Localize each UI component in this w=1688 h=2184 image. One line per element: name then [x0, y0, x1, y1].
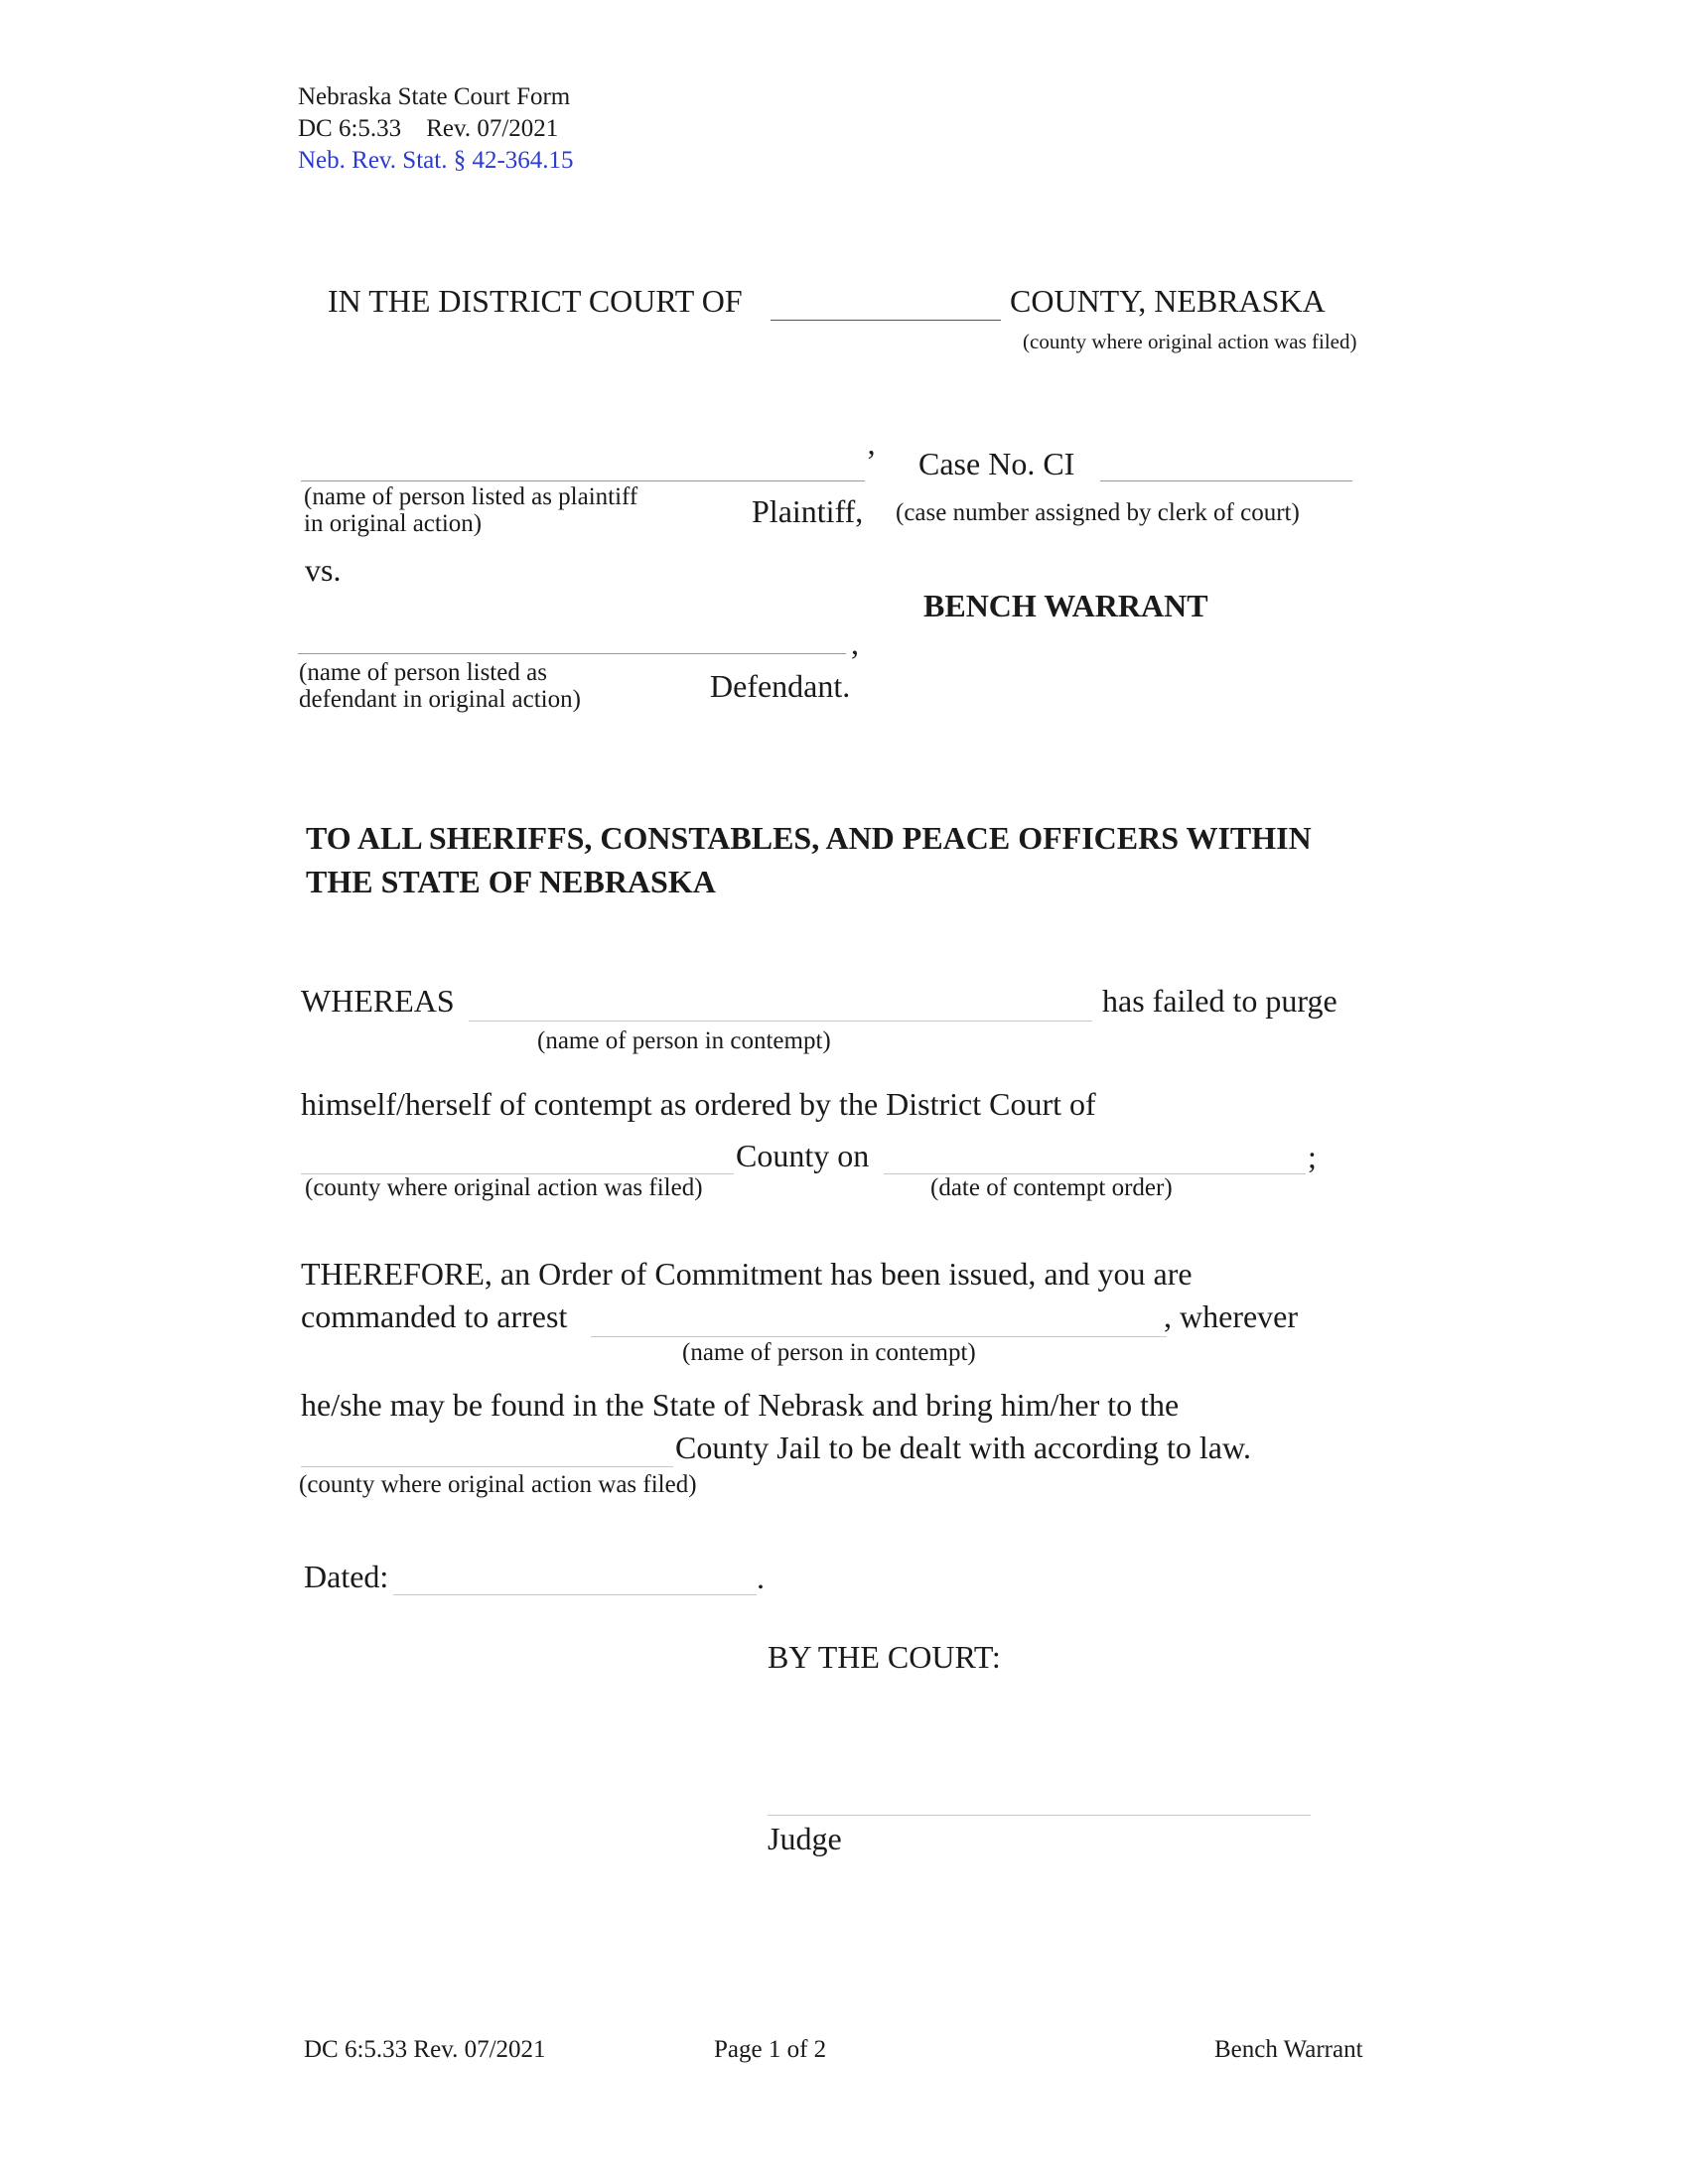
jail-line: County Jail to be dealt with according to law.: [675, 1430, 1252, 1465]
arrest-person-field[interactable]: [591, 1336, 1167, 1337]
contempt-person-hint: (name of person in contempt): [537, 1027, 831, 1054]
contempt-date-hint: (date of contempt order): [930, 1174, 1173, 1201]
semicolon: ;: [1308, 1139, 1317, 1174]
court-suffix: COUNTY, NEBRASKA: [1010, 283, 1326, 319]
plaintiff-name-field[interactable]: [301, 480, 865, 481]
case-number-field[interactable]: [1100, 480, 1352, 481]
defendant-hint: [299, 659, 581, 713]
footer-title: Bench Warrant: [1214, 2036, 1363, 2063]
plaintiff-hint-line-2: in original action): [304, 510, 483, 537]
wherever-text: , wherever: [1164, 1298, 1299, 1334]
defendant-hint-line-2: defendant in original action): [299, 686, 581, 713]
address-block: [306, 816, 1312, 903]
form-number: [298, 113, 558, 145]
judge-label: Judge: [768, 1821, 842, 1856]
commanded-text: commanded to arrest: [301, 1298, 568, 1334]
jail-county-hint: (county where original action was filed): [299, 1471, 697, 1498]
judge-signature-field[interactable]: [768, 1815, 1311, 1816]
address-line-1: TO ALL SHERIFFS, CONSTABLES, AND PEACE OFFICERS WITHIN: [306, 820, 1312, 856]
contempt-county-hint: (county where original action was filed): [305, 1174, 703, 1201]
plaintiff-hint: [304, 483, 637, 537]
by-the-court: BY THE COURT:: [768, 1639, 1001, 1675]
plaintiff-label: Plaintiff,: [752, 493, 864, 529]
case-no-label: Case No. CI: [918, 446, 1075, 481]
plaintiff-comma: ’: [866, 443, 877, 478]
defendant-name-field[interactable]: [298, 653, 846, 654]
statute-link[interactable]: Neb. Rev. Stat. § 42-364.15: [298, 147, 574, 174]
himself-line: himself/herself of contempt as ordered by the District Court of: [301, 1086, 1096, 1122]
court-county-hint: (county where original action was filed): [1023, 330, 1357, 353]
vs-label: vs.: [305, 552, 342, 588]
form-revision: Rev. 07/2021: [426, 115, 559, 142]
address-line-2: THE STATE OF NEBRASKA: [306, 864, 716, 899]
court-county-field[interactable]: [771, 320, 1001, 321]
jail-county-field[interactable]: [301, 1466, 673, 1467]
arrest-person-hint: (name of person in contempt): [682, 1339, 976, 1366]
dated-label: Dated:: [304, 1559, 389, 1594]
therefore-line: THEREFORE, an Order of Commitment has been issued, and you are: [301, 1256, 1193, 1292]
defendant-hint-line-1: (name of person listed as: [299, 659, 547, 686]
whereas-label: WHEREAS: [301, 983, 455, 1019]
case-no-hint: (case number assigned by clerk of court): [896, 499, 1300, 526]
form-number-code: DC 6:5.33: [298, 115, 402, 142]
county-on-text: County on: [736, 1138, 870, 1173]
found-line: he/she may be found in the State of Nebrask and bring him/her to the: [301, 1387, 1180, 1423]
contempt-person-field[interactable]: [469, 1021, 1092, 1022]
footer-page: Page 1 of 2: [714, 2036, 827, 2063]
defendant-comma: ,: [851, 625, 859, 661]
footer-form-ref: DC 6:5.33 Rev. 07/2021: [304, 2036, 546, 2063]
plaintiff-hint-line-1: (name of person listed as plaintiff: [304, 483, 638, 510]
has-failed-text: has failed to purge: [1102, 983, 1337, 1019]
defendant-label: Defendant.: [710, 668, 851, 704]
document-title: BENCH WARRANT: [923, 588, 1208, 623]
dated-period: .: [757, 1560, 765, 1595]
court-prefix: IN THE DISTRICT COURT OF: [328, 283, 743, 319]
dated-field[interactable]: [393, 1594, 757, 1595]
form-name: Nebraska State Court Form: [298, 83, 571, 110]
